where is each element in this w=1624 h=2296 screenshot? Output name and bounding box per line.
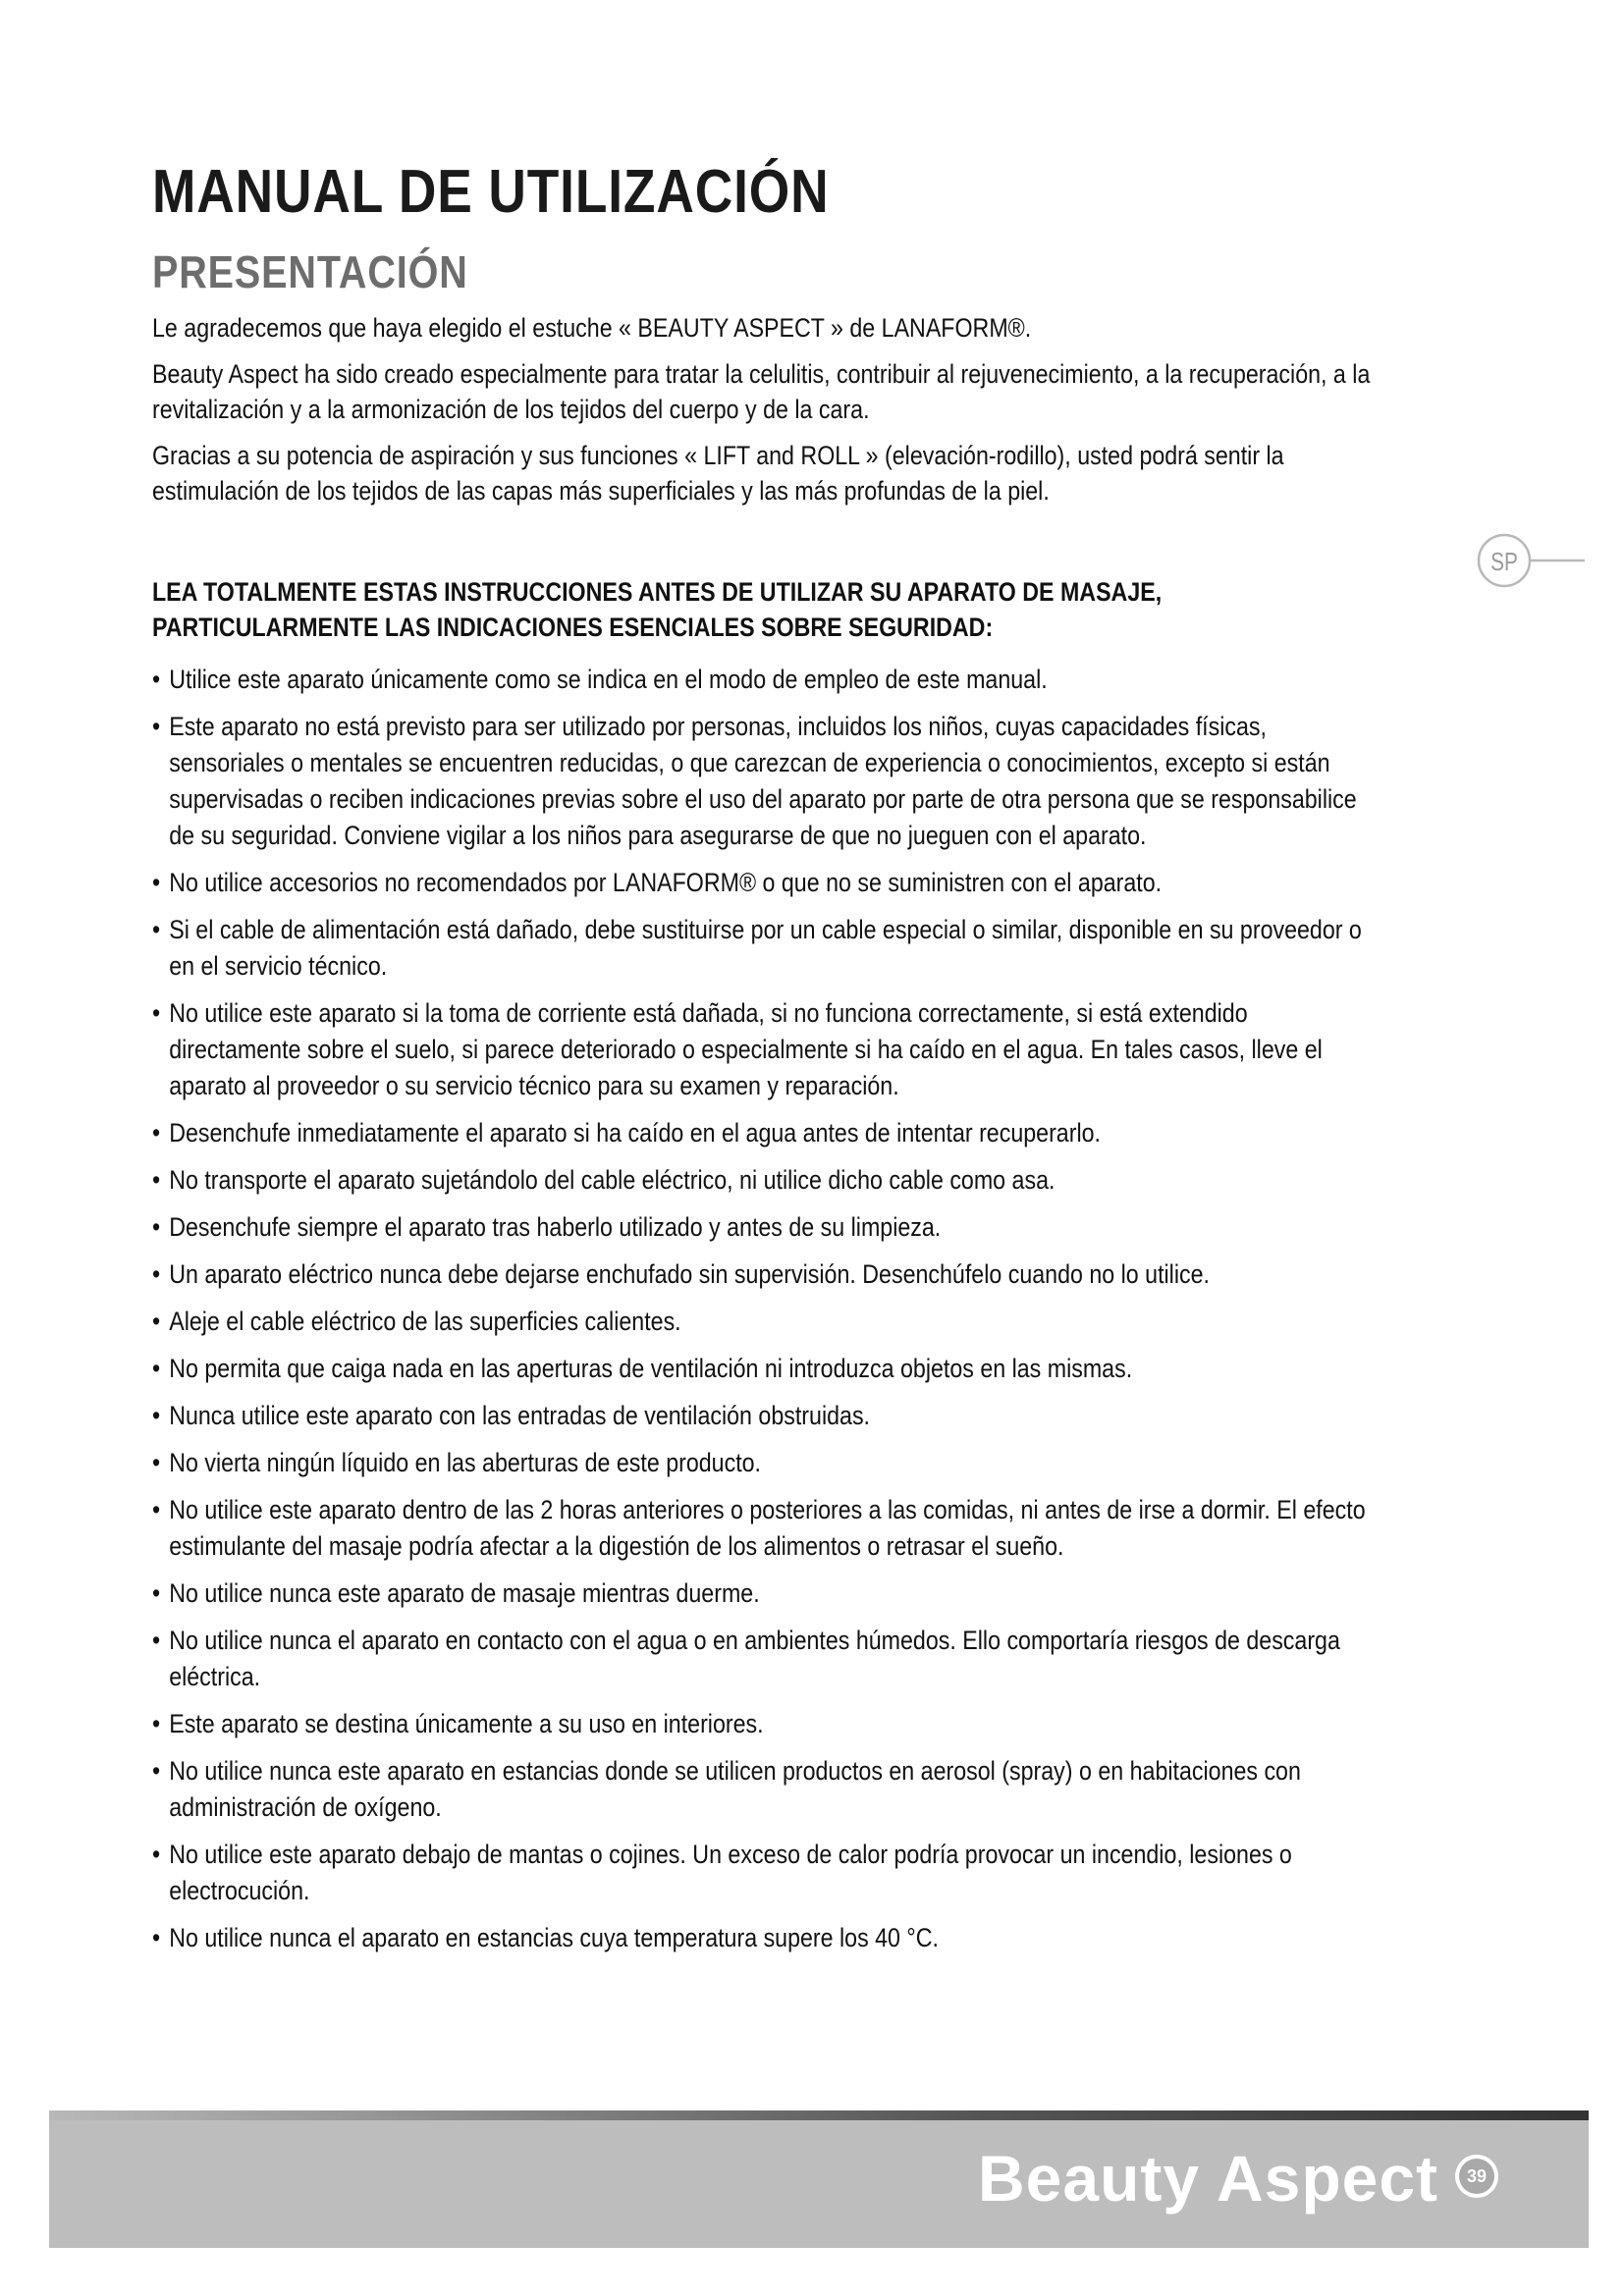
list-item: • No utilice nunca este aparato en estancias donde se utilicen productos en aerosol (spray) o en habitaciones con administración de oxígeno. (152, 1753, 1377, 1826)
list-item: • Si el cable de alimentación está dañado, debe sustituirse por un cable especial o similar, disponible en su proveedor o en el servicio técnico. (152, 912, 1377, 985)
intro-paragraph: Gracias a su potencia de aspiración y sus funciones « LIFT and ROLL » (elevación-rodillo), usted podrá sentir la estimulación de los tejidos de las capas más superficiales y las más profundas de la piel. (152, 441, 1284, 506)
list-item: • Nunca utilice este aparato con las entradas de ventilación obstruidas. (152, 1398, 1377, 1434)
list-item: • Utilice este aparato únicamente como se indica en el modo de empleo de este manual. (152, 662, 1377, 698)
list-item: • No utilice este aparato si la toma de corriente está dañada, si no funciona correctamente, si está extendido directamente sobre el suelo, si parece deteriorado o especialmente si ha caído en el agua. En tales casos, lleve el aparato al proveedor o su servicio técnico para su examen y reparación. (152, 995, 1377, 1104)
section-title: PRESENTACIÓN (152, 246, 468, 297)
list-item: • Desenchufe siempre el aparato tras haberlo utilizado y antes de su limpieza. (152, 1209, 1377, 1246)
list-item: • Desenchufe inmediatamente el aparato si ha caído en el agua antes de intentar recuperarlo. (152, 1115, 1377, 1151)
language-tab-label: SP (1490, 547, 1518, 576)
list-item: • No utilice nunca este aparato de masaje mientras duerme. (152, 1575, 1377, 1612)
list-item: • Este aparato no está previsto para ser utilizado por personas, incluidos los niños, cuyas capacidades físicas, sensoriales o mentales se encuentren reducidas, o que carezcan de experiencia o conocimientos, excepto si están supervisadas o reciben indicaciones previas sobre el uso del aparato por parte de otra persona que se responsabilice de su seguridad. Conviene vigilar a los niños para asegurarse de que no jueguen con el aparato. (152, 709, 1377, 854)
list-item: • No utilice este aparato dentro de las 2 horas anteriores o posteriores a las comidas, ni antes de irse a dormir. El efecto estimulante del masaje podría afectar a la digestión de los alimentos o retrasar el sueño. (152, 1492, 1377, 1565)
list-item: • No vierta ningún líquido en las aberturas de este producto. (152, 1445, 1377, 1481)
page-number-badge (1455, 2155, 1498, 2198)
intro-paragraph: Beauty Aspect ha sido creado especialmente para tratar la celulitis, contribuir al rejuvenecimiento, a la recuperación, a la revitalización y a la armonización de los tejidos del cuerpo y de la cara. (152, 359, 1371, 424)
language-tab (1475, 531, 1585, 590)
intro-section (152, 310, 1377, 519)
safety-warning: LEA TOTALMENTE ESTAS INSTRUCCIONES ANTES DE UTILIZAR SU APARATO DE MASAJE, PARTICULARMENTE LAS INDICACIONES ESENCIALES SOBRE SEGURIDAD: (152, 577, 1163, 642)
safety-rules-list (152, 662, 1377, 1967)
list-item: • No utilice este aparato debajo de mantas o cojines. Un exceso de calor podría provocar un incendio, lesiones o electrocución. (152, 1837, 1377, 1909)
list-item: • Este aparato se destina únicamente a su uso en interiores. (152, 1706, 1377, 1742)
intro-paragraph: Le agradecemos que haya elegido el estuche « BEAUTY ASPECT » de LANAFORM®. (152, 313, 1032, 343)
brand-name: Beauty Aspect (978, 2142, 1439, 2215)
list-item: • No utilice accesorios no recomendados por LANAFORM® o que no se suministren con el aparato. (152, 865, 1377, 901)
page-title: MANUAL DE UTILIZACIÓN (152, 158, 830, 226)
footer-divider (49, 2110, 1589, 2120)
list-item: • Un aparato eléctrico nunca debe dejarse enchufado sin supervisión. Desenchúfelo cuando no lo utilice. (152, 1256, 1377, 1293)
list-item: • No transporte el aparato sujetándolo del cable eléctrico, ni utilice dicho cable como asa. (152, 1162, 1377, 1199)
list-item: • No utilice nunca el aparato en estancias cuya temperatura supere los 40 °C. (152, 1920, 1377, 1956)
page-number: 39 (1459, 2159, 1494, 2194)
list-item: • No permita que caiga nada en las aperturas de ventilación ni introduzca objetos en las mismas. (152, 1351, 1377, 1387)
list-item: • Aleje el cable eléctrico de las superficies calientes. (152, 1304, 1377, 1340)
list-item: • No utilice nunca el aparato en contacto con el agua o en ambientes húmedos. Ello comportaría riesgos de descarga eléctrica. (152, 1623, 1377, 1695)
